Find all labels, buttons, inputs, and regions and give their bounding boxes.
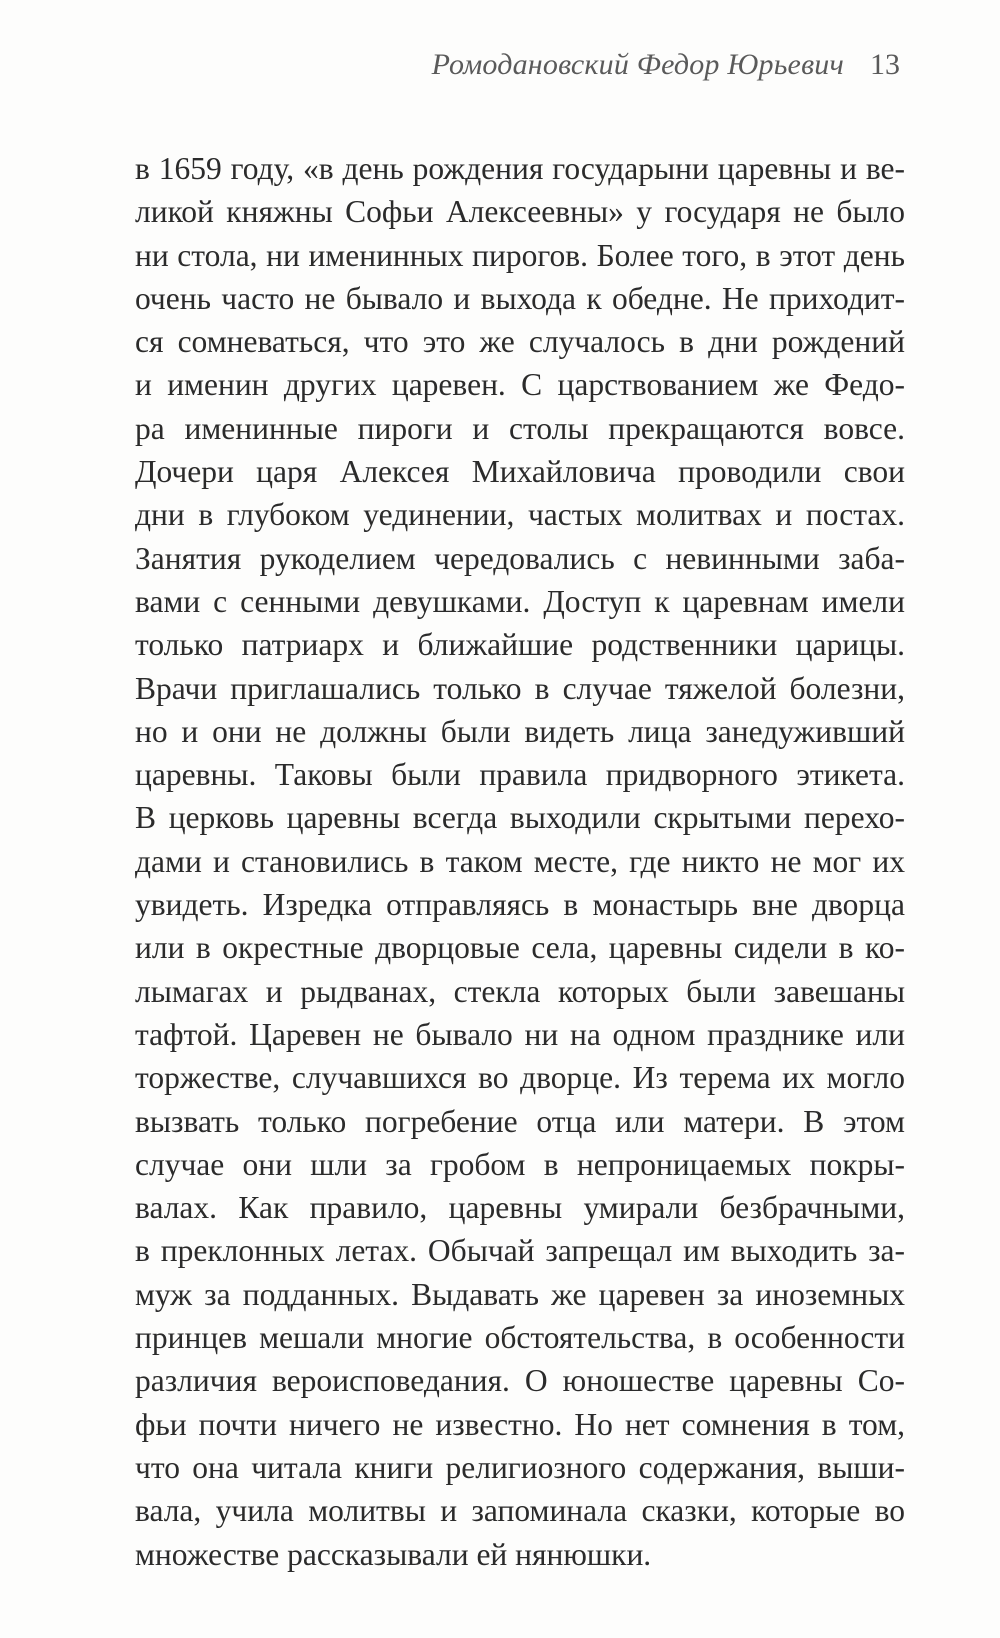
text-line: дни в глубоком уединении, частых молитвах и постах. [135, 497, 905, 533]
text-line: случае они шли за гробом в непроницаемых покры- [135, 1146, 905, 1182]
text-line: вала, учила молитвы и запоминала сказки, которые во [135, 1493, 905, 1529]
text-line: принцев мешали многие обстоятельства, в особенности [135, 1320, 905, 1356]
text-line: в 1659 году, «в день рождения государыни царевны и ве- [135, 151, 905, 186]
text-line: лымагах и рыдванах, стекла которых были завешаны [135, 973, 905, 1009]
body-text [135, 147, 905, 1576]
text-line: торжестве, случавшихся во дворце. Из терема их могло [135, 1060, 905, 1096]
text-line: ни стола, ни именинных пирогов. Более того, в этот день [135, 237, 905, 273]
text-line: Дочери царя Алексея Михайловича проводили свои [135, 454, 905, 490]
text-line: ся сомневаться, что это же случалось в дни рождений [135, 324, 905, 360]
text-line-last: множестве рассказывали ей нянюшки. [135, 1536, 652, 1572]
text-line: фьи почти ничего не известно. Но нет сомнения в том, [135, 1406, 905, 1442]
text-line: вами с сенными девушками. Доступ к царевнам имели [135, 583, 905, 619]
text-line: дами и становились в таком месте, где никто не мог их [135, 843, 905, 879]
text-line: что она читала книги религиозного содержания, выши- [135, 1449, 905, 1485]
text-line: но и они не должны были видеть лица занедуживший [135, 713, 905, 749]
text-line: валах. Как правило, царевны умирали безбрачными, [135, 1190, 905, 1226]
text-line: различия вероисповедания. О юношестве царевны Со- [135, 1363, 905, 1399]
text-line: тафтой. Царевен не бывало ни на одном празднике или [135, 1016, 905, 1052]
text-line: В церковь царевны всегда выходили скрытыми перехо- [135, 800, 905, 836]
text-line: очень часто не бывало и выхода к обедне. Не приходит- [135, 280, 905, 316]
text-line: только патриарх и ближайшие родственники царицы. [135, 627, 905, 663]
text-line: царевны. Таковы были правила придворного этикета. [135, 757, 905, 793]
text-line: муж за подданных. Выдавать же царевен за иноземных [135, 1276, 905, 1312]
running-title: Ромодановский Федор Юрьевич [431, 48, 844, 81]
text-line: Занятия рукоделием чередовались с невинными заба- [135, 540, 905, 576]
text-line: вызвать только погребение отца или матери. В этом [135, 1103, 905, 1139]
running-head [432, 48, 900, 82]
text-line: увидеть. Изредка отправляясь в монастырь вне дворца [135, 887, 905, 923]
page-number: 13 [870, 48, 900, 81]
text-line: ликой княжны Софьи Алексеевны» у государя не было [135, 194, 905, 230]
text-line: и именин других царевен. С царствованием же Федо- [135, 367, 905, 403]
text-line: ра именинные пироги и столы прекращаются вовсе. [135, 410, 905, 446]
text-line: или в окрестные дворцовые села, царевны сидели в ко- [135, 930, 905, 966]
text-line: в преклонных летах. Обычай запрещал им выходить за- [135, 1233, 905, 1269]
text-line: Врачи приглашались только в случае тяжелой болезни, [135, 670, 905, 706]
